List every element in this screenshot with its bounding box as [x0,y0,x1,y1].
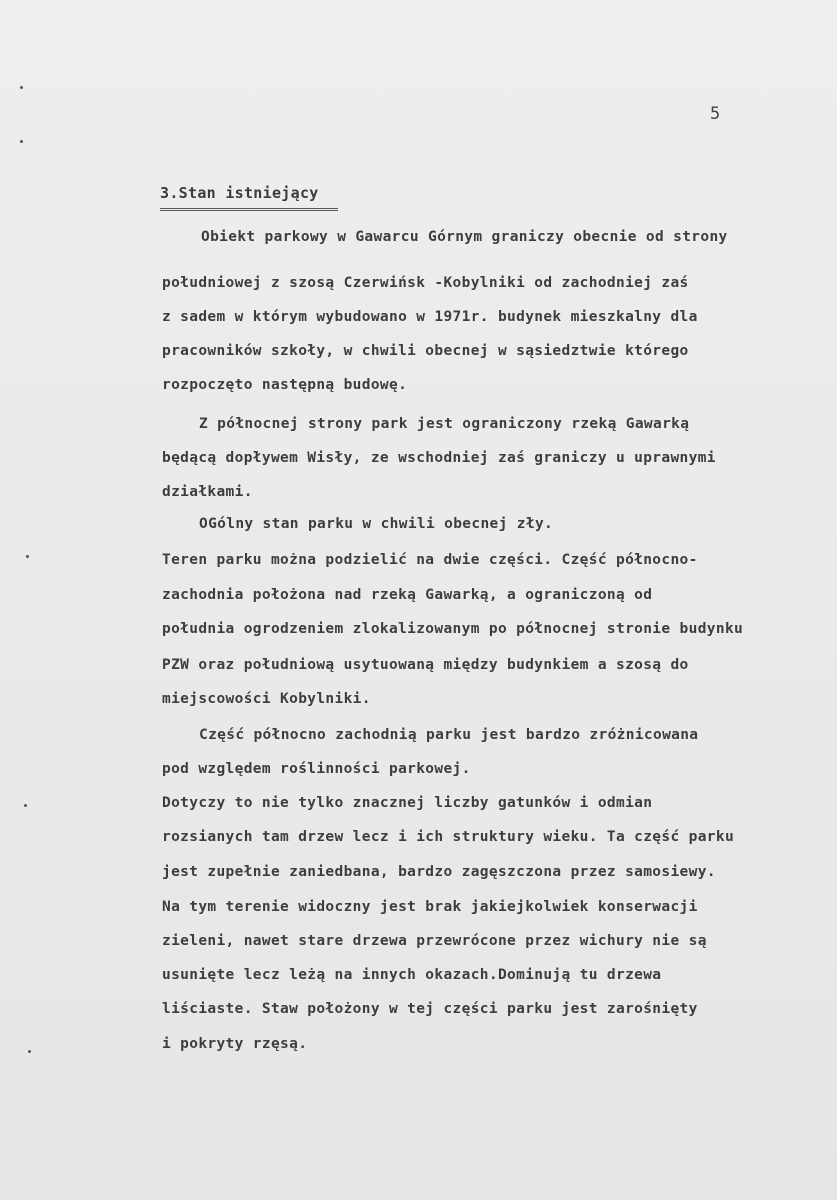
margin-mark [20,86,23,89]
margin-mark [26,555,29,558]
text-line-19: jest zupełnie zaniedbana, bardzo zagęszczona przez samosiewy. [162,864,716,880]
text-line-1: Obiekt parkowy w Gawarcu Górnym graniczy obecnie od strony [201,229,728,245]
text-line-15: Część północno zachodnią parku jest bardzo zróżnicowana [199,727,699,743]
text-line-13: PZW oraz południową usytuowaną między budynkiem a szosą do [162,657,689,673]
text-line-22: usunięte lecz leżą na innych okazach.Dominują tu drzewa [162,967,662,983]
text-line-14: miejscowości Kobylniki. [162,691,371,707]
text-line-4: pracowników szkoły, w chwili obecnej w sąsiedztwie którego [162,343,689,359]
text-line-2: południowej z szosą Czerwińsk -Kobylniki od zachodniej zaś [162,275,689,291]
text-line-11: zachodnia położona nad rzeką Gawarką, a ograniczoną od [162,587,653,603]
margin-mark [28,1050,31,1053]
text-line-7: będącą dopływem Wisły, ze wschodniej zaś graniczy u uprawnymi [162,450,716,466]
text-line-16: pod względem roślinności parkowej. [162,761,471,777]
section-heading: 3.Stan istniejący [160,184,319,202]
text-line-6: Z północnej strony park jest ograniczony rzeką Gawarką [199,416,690,432]
text-line-5: rozpoczęto następną budowę. [162,377,408,393]
text-line-21: zieleni, nawet stare drzewa przewrócone przez wichury nie są [162,933,707,949]
text-line-8: działkami. [162,484,253,500]
text-line-24: i pokryty rzęsą. [162,1036,308,1052]
margin-mark [20,140,23,143]
text-line-20: Na tym terenie widoczny jest brak jakiejkolwiek konserwacji [162,899,698,915]
margin-mark [24,804,27,807]
page-number: 5 [710,104,721,124]
text-line-17: Dotyczy to nie tylko znacznej liczby gatunków i odmian [162,795,653,811]
text-line-23: liściaste. Staw położony w tej części parku jest zarośnięty [162,1001,698,1017]
text-line-12: południa ogrodzeniem zlokalizowanym po północnej stronie budynku [162,621,744,637]
text-line-10: Teren parku można podzielić na dwie części. Część północno- [162,552,698,568]
text-line-3: z sadem w którym wybudowano w 1971r. budynek mieszkalny dla [162,309,698,325]
heading-underline [160,208,338,211]
text-line-18: rozsianych tam drzew lecz i ich struktury wieku. Ta część parku [162,829,735,845]
text-line-9: OGólny stan parku w chwili obecnej zły. [199,516,554,532]
